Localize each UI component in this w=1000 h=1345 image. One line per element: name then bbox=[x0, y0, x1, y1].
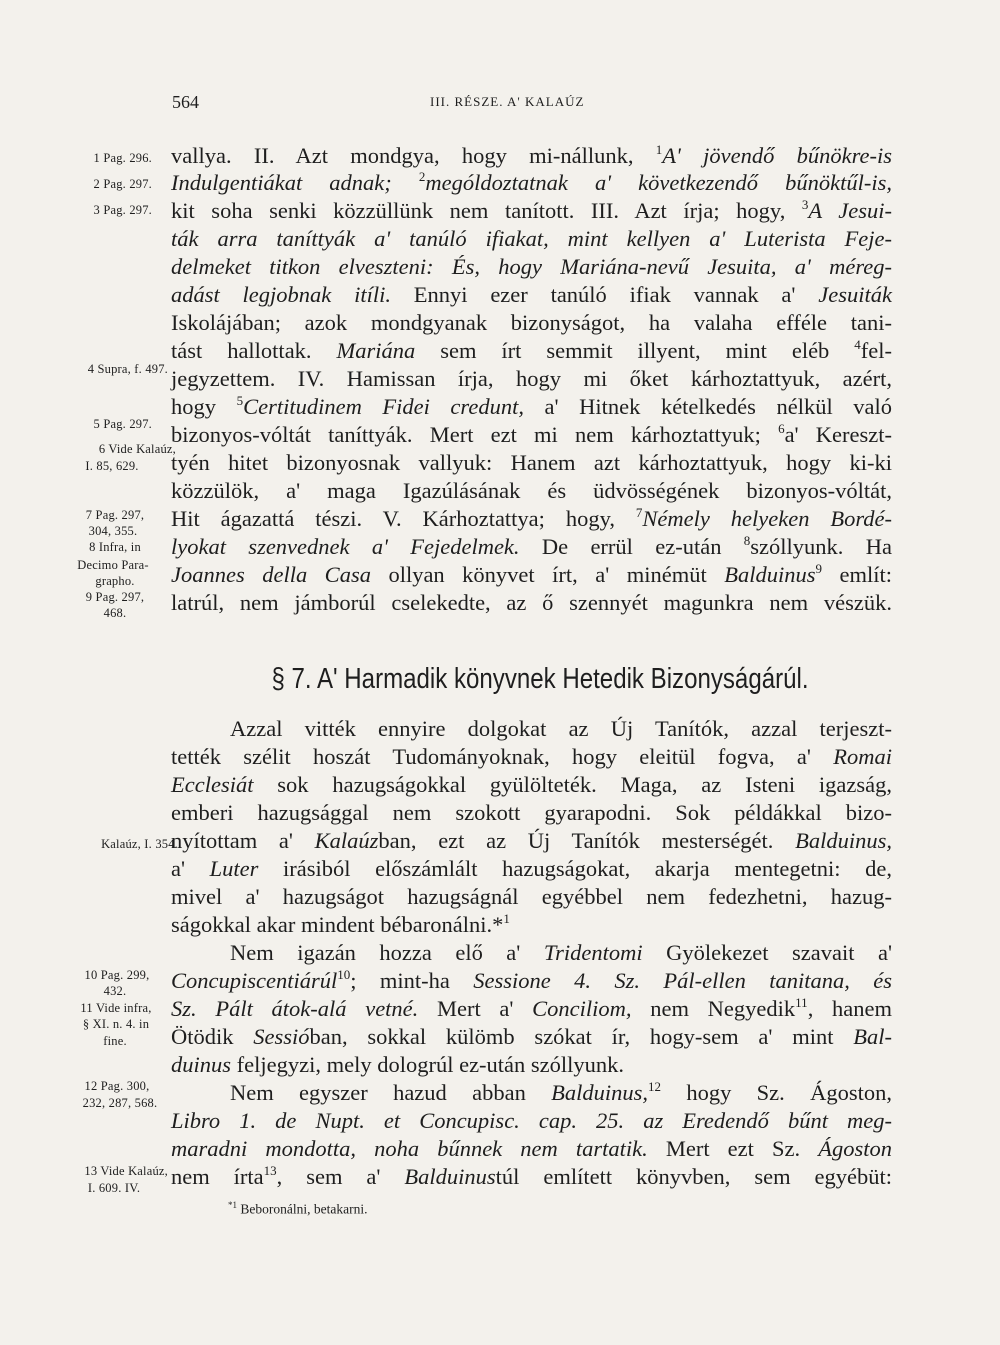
text-line: Hit ágazattá tészi. V. Kárhoztattya; hogy, $^7$Némely helyeken Bordé- bbox=[171, 505, 893, 531]
margin-note: § XI. n. 4. in bbox=[82, 1017, 150, 1031]
text-line: Indulgentiákat adnak; $^2$mególdoztatnak a' következendő bűnöktűl-is, bbox=[171, 169, 892, 195]
text-line: Nem igazán hozza elő a' Tridentomi Gyölekezet szavait a' bbox=[230, 940, 892, 965]
margin-note: 432. bbox=[103, 984, 127, 998]
text-line: közzülök, a' maga Igazúlásának és üdvösségének bizonyos-vóltát, bbox=[171, 478, 892, 503]
margin-note: I. 85, 629. bbox=[85, 459, 139, 473]
text-line: duinus feljegyzi, mely dologrúl ez-után szóllyunk. bbox=[171, 1052, 625, 1077]
text-line: bizonyos-vóltát taníttyák. Mert ezt mi nem kárhoztattyuk; $^6$a' Kereszt- bbox=[171, 421, 892, 447]
margin-note: I. 609. IV. bbox=[87, 1181, 141, 1195]
margin-note: 2 Pag. 297. bbox=[93, 177, 152, 191]
margin-note: 7 Pag. 297, bbox=[85, 508, 145, 522]
text-line: mivel a' hazugságot hazugságnál egyébbel nem fedezhetni, hazug- bbox=[171, 884, 892, 909]
margin-note: 232, 287, 568. bbox=[82, 1096, 158, 1110]
text-line: Concupiscentiárúl$^{10}$; mint-ha Sessione 4. Sz. Pál-ellen tanitana, és bbox=[171, 967, 893, 993]
margin-note: 468. bbox=[103, 606, 127, 620]
page-header bbox=[170, 92, 890, 116]
text-line: ságokkal akar mindent bébaronálni.*$^1$ bbox=[171, 911, 510, 937]
margin-note: 5 Pag. 297. bbox=[93, 417, 152, 431]
text-line: kit soha senki közzüllünk nem tanított. III. Azt írja; hogy, $^3$A Jesui- bbox=[171, 197, 892, 223]
text-line: tyén hitet bizonyosnak vallyuk: Hanem azt kárhoztattyuk, hogy ki-ki bbox=[171, 450, 892, 475]
page-number: 564 bbox=[172, 92, 199, 112]
margin-note: 3 Pag. 297. bbox=[93, 203, 152, 217]
text-line: Nem egyszer hazud abban Balduinus,$^{12}$ hogy Sz. Ágoston, bbox=[230, 1079, 892, 1105]
margin-note: 1 Pag. 296. bbox=[93, 151, 152, 165]
section-heading: § 7. A' Harmadik könyvnek Hetedik Bizonyságárúl. bbox=[271, 663, 809, 695]
text-line: Joannes della Casa ollyan könyvet írt, a' minémüt Balduinus$^9$ említ: bbox=[171, 561, 892, 587]
text-line: nyítottam a' Kalaúzban, ezt az Új Tanítók mesterségét. Balduinus, bbox=[171, 828, 892, 853]
margin-note: 12 Pag. 300, bbox=[84, 1079, 150, 1093]
text-line: lyokat szenvednek a' Fejedelmek. De errül ez-után $^8$szóllyunk. Ha bbox=[171, 533, 892, 559]
margin-note: grapho. bbox=[95, 574, 135, 588]
footnote-mark: *1 bbox=[228, 1200, 237, 1210]
text-line: Azzal vitték ennyire dolgokat az Új Tanítók, azzal terjeszt- bbox=[230, 716, 892, 741]
margin-note: 9 Pag. 297, bbox=[85, 590, 145, 604]
text-line: Ecclesiát sok hazugságokkal gyülölteték. Maga, az Isteni igazság, bbox=[171, 772, 892, 797]
margin-note: 4 Supra, f. 497. bbox=[87, 362, 168, 376]
margin-note: 10 Pag. 299, bbox=[84, 968, 150, 982]
text-line: delmeket titkon elveszteni: És, hogy Mariána-nevű Jesuita, a' méreg- bbox=[171, 254, 892, 279]
text-line: Sz. Pált átok-alá vetné. Mert a' Conciliom, nem Negyedik$^{11}$, hanem bbox=[171, 995, 892, 1021]
running-title: III. RÉSZE. A' KALAÚZ bbox=[430, 94, 585, 109]
text-line: jegyzettem. IV. Hamissan írja, hogy mi őket kárhoztattyuk, azért, bbox=[171, 366, 892, 391]
text-line: nem írta$^{13}$, sem a' Balduinustúl említett könyvben, sem egyébüt: bbox=[171, 1163, 892, 1189]
text-line: tást hallottak. Mariána sem írt semmit illyent, mint eléb $^4$fel- bbox=[171, 337, 892, 363]
margin-note: 8 Infra, in bbox=[89, 540, 141, 554]
text-line: adást legjobnak itíli. Ennyi ezer tanúló ifiak vannak a' Jesuiták bbox=[171, 282, 892, 307]
text-line: vallya. II. Azt mondgya, hogy mi-nállunk, $^1$A' jövendő bűnökre-is bbox=[171, 142, 892, 168]
footnote-text: Beboronálni, betakarni. bbox=[240, 1201, 368, 1217]
text-line: tették szélit hoszát Tudományoknak, hogy eleitül fogva, a' Romai bbox=[171, 744, 892, 769]
text-line: Iskolájában; azok mondgyanak bizonyságot, ha valaha efféle tani- bbox=[171, 310, 892, 335]
margin-note: Decimo Para- bbox=[77, 558, 149, 572]
margin-note: 6 Vide Kalaúz, bbox=[98, 442, 176, 456]
text-line: emberi hazugsággal nem szokott gyarapodni. Sok példákkal bizo- bbox=[171, 800, 892, 825]
text-line: ták arra taníttyák a' tanúló ifiakat, mint kellyen a' Luterista Feje- bbox=[171, 226, 892, 251]
text-line: Ötödik Sessióban, sokkal külömb szókat ír, hogy-sem a' mint Bal- bbox=[171, 1024, 892, 1049]
text-line: a' Luter irásiból előszámlált hazugságokat, akarja mentegetni: de, bbox=[171, 856, 892, 881]
text-line: maradni mondotta, noha bűnnek nem tartatik. Mert ezt Sz. Ágoston bbox=[171, 1136, 892, 1161]
margin-note: fine. bbox=[103, 1034, 127, 1048]
footnote bbox=[228, 1197, 367, 1218]
text-line: hogy $^5$Certitudinem Fidei credunt, a' Hitnek kételkedés nélkül való bbox=[171, 393, 893, 419]
margin-note: 304, 355. bbox=[88, 524, 138, 538]
margin-note: Kalaúz, I. 354. bbox=[101, 837, 178, 851]
margin-note: 13 Vide Kalaúz, bbox=[84, 1164, 168, 1178]
text-line: latrúl, nem jámborúl cselekedte, az ő szennyét magunkra nem vészük. bbox=[171, 590, 892, 615]
margin-note: 11 Vide infra, bbox=[80, 1001, 152, 1015]
text-line: Libro 1. de Nupt. et Concupisc. cap. 25. az Eredendő bűnt meg- bbox=[171, 1108, 892, 1133]
